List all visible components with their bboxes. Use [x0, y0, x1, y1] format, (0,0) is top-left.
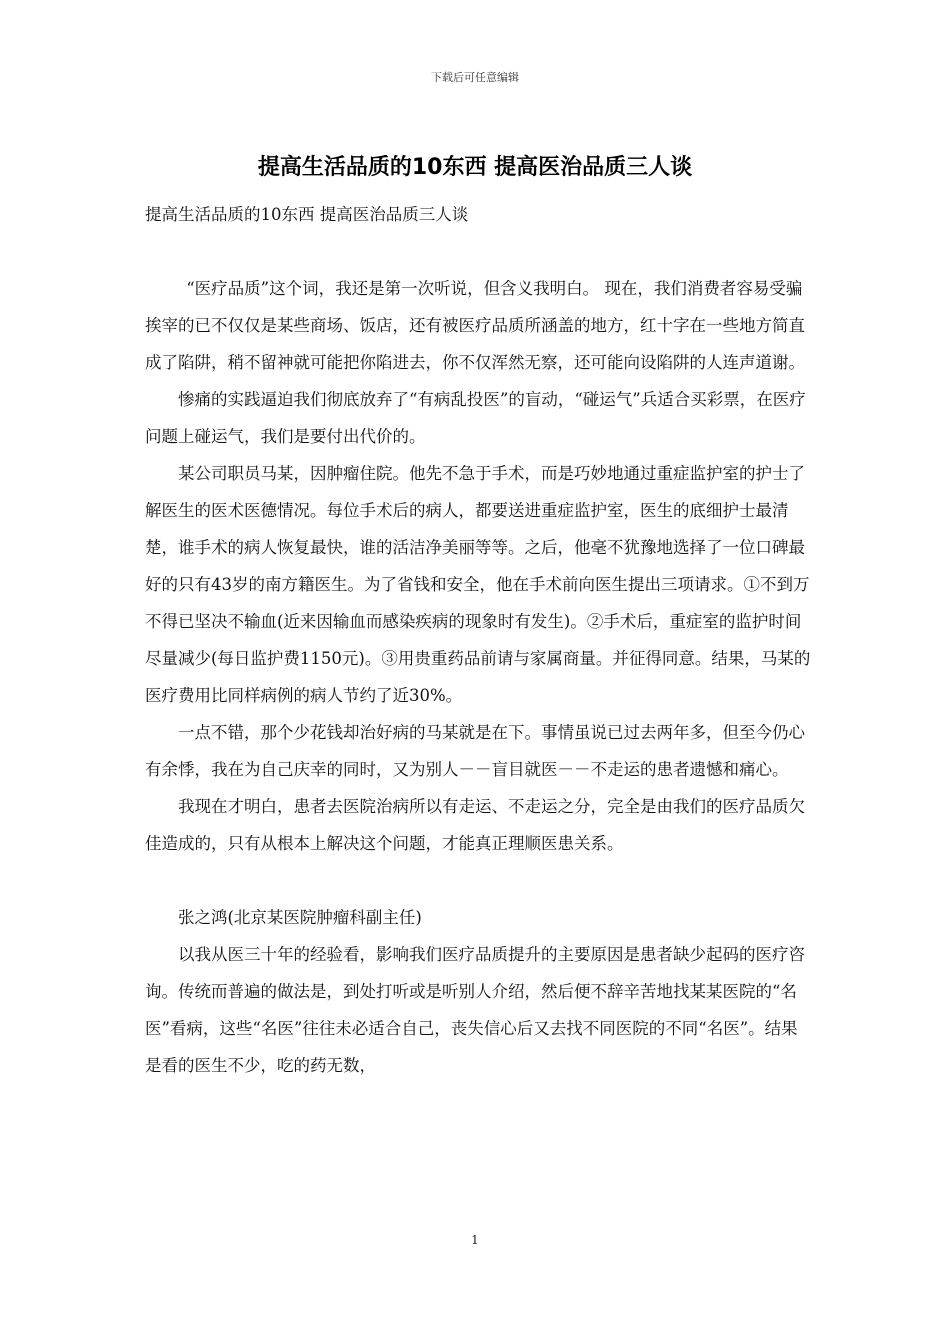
- body-paragraph: 某公司职员马某，因肿瘤住院。他先不急于手术，而是巧妙地通过重症监护室的护士了解医生的医术医德情况。每位手术后的病人，都要送进重症监护室，医生的底细护士最清楚，谁手术的病人恢复最快，谁的活洁净美丽等等。之后，他毫不犹豫地选择了一位口碑最好的只有43岁的南方籍医生。为了省钱和安全，他在手术前向医生提出三项请求。①不到万不得已坚决不输血(近来因输血而感染疾病的现象时有发生)。②手术后，重症室的监护时间尽量减少(每日监护费1150元)。③用贵重药品前请与家属商量。并征得同意。结果，马某的医疗费用比同样病例的病人节约了近30%。: [145, 464, 811, 705]
- body-paragraph: 惨痛的实践逼迫我们彻底放弃了“有病乱投医”的盲动，“碰运气”兵适合买彩票，在医疗问题上碰运气，我们是要付出代价的。: [145, 390, 806, 446]
- page-number: 1: [471, 1233, 479, 1247]
- speaker-heading: 张之鸿(北京某医院肿瘤科副主任): [178, 908, 422, 927]
- body-paragraph: “医疗品质”这个词，我还是第一次听说，但含义我明白。 现在，我们消费者容易受骗挨宰的已不仅仅是某些商场、饭店，还有被医疗品质所涵盖的地方，红十字在一些地方简直成了陷阱，稍不留神就可能把你陷进去，你不仅浑然无察，还可能向设陷阱的人连声道谢。: [145, 279, 805, 372]
- blank-line: [145, 233, 813, 270]
- blank-line: [145, 862, 813, 899]
- document-subtitle: 提高生活品质的10东西 提高医治品质三人谈: [145, 205, 469, 224]
- document-title: 提高生活品质的10东西 提高医治品质三人谈: [257, 155, 693, 180]
- document-body: [145, 196, 813, 1084]
- header-note: 下载后可任意编辑: [431, 71, 519, 84]
- body-paragraph: 一点不错，那个少花钱却治好病的马某就是在下。事情虽说已过去两年多，但至今仍心有余悸，我在为自己庆幸的同时，又为别人－－盲目就医－－不走运的患者遗憾和痛心。: [145, 723, 805, 779]
- body-paragraph: 以我从医三十年的经验看，影响我们医疗品质提升的主要原因是患者缺少起码的医疗咨询。传统而普遍的做法是，到处打听或是听别人介绍，然后便不辞辛苦地找某某医院的“名医”看病，这些“名医”往往未必适合自己，丧失信心后又去找不同医院的不同“名医”。结果是看的医生不少，吃的药无数，: [145, 945, 805, 1075]
- body-paragraph: 我现在才明白，患者去医院治病所以有走运、不走运之分，完全是由我们的医疗品质欠佳造成的，只有从根本上解决这个问题，才能真正理顺医患关系。: [145, 797, 805, 853]
